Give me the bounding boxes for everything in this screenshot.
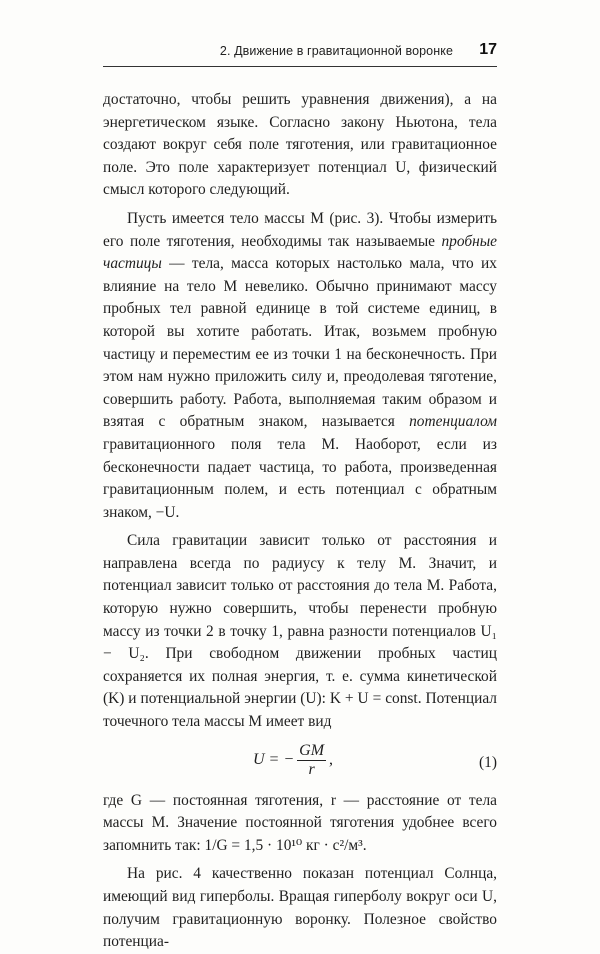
equation-1 bbox=[103, 738, 497, 788]
equation-number: (1) bbox=[479, 753, 497, 771]
running-header bbox=[103, 42, 497, 64]
header-rule bbox=[103, 66, 497, 67]
header-title: 2. Движение в гравитационной воронке bbox=[219, 44, 453, 58]
paragraph-3: Сила гравитации зависит только от расстояния и направлена всегда по радиусу к телу M. Значит, и потенциал зависит только от расстояния до тела M. Работа, которую нужно совершить, чтобы перенести пробную массу из точки 2 в точку 1, равна разности потенциалов U₁ − U₂. При свободном движении пробных частиц сохраняется их полная энергия, т. е. сумма кинетической (K) и потенциальной энергии (U): K + U = const. Потенциал точечного тела массы M имеет вид bbox=[103, 532, 497, 731]
equation-tail: , bbox=[329, 750, 334, 768]
equation-lhs: U = − bbox=[253, 750, 295, 768]
equation-body bbox=[253, 742, 333, 779]
paragraph-4: где G — постоянная тяготения, r — расстояние от тела массы M. Значение постоянной тяготения удобнее всего запомнить так: 1/G = 1,5 · 10¹⁰ кг · с²/м³. bbox=[103, 791, 497, 854]
paragraph-2-part-b: — тела, масса которых настолько мала, что их влияние на тело M невелико. Обычно принимают массу пробных тел равной единице в той системе единиц, в которой вы хотите работать. Итак, возьмем пробную частицу и переместим ее из точки 1 на бесконечность. При этом нам нужно приложить силу и, преодолевая тяготение, совершить работу. Работа, выполняемая таким образом и взятая с обратным знаком, называется bbox=[103, 255, 497, 431]
paragraph-2-part-a: Пусть имеется тело массы M (рис. 3). Чтобы измерить его поле тяготения, необходимы так называемые bbox=[103, 209, 497, 250]
paragraph-2 bbox=[103, 208, 497, 524]
equation-numerator: GM bbox=[299, 741, 325, 759]
paragraph-1: достаточно, чтобы решить уравнения движения), а на энергетическом языке. Согласно закону Ньютона, тела создают вокруг себя поле тяготения, или гравитационное поле. Это поле характеризует потенциал U, физический смысл которого следующий. bbox=[103, 91, 497, 199]
paragraph-2-part-c: гравитационного поля тела M. Наоборот, если из бесконечности падает частица, то работа, произведенная гравитационным полем, и есть потенциал с обратным знаком, −U. bbox=[103, 435, 497, 521]
equation-denominator: r bbox=[308, 760, 315, 778]
term-potential: потенциалом bbox=[409, 413, 497, 431]
equation-fraction bbox=[297, 742, 326, 779]
term-probe-particles: пробные частицы bbox=[103, 232, 497, 273]
page-number: 17 bbox=[479, 41, 497, 58]
body-text bbox=[103, 89, 497, 954]
paragraph-5: На рис. 4 качественно показан потенциал Солнца, имеющий вид гиперболы. Вращая гиперболу вокруг оси U, получим гравитационную воронку. Полезное свойство потенциа- bbox=[103, 865, 497, 951]
